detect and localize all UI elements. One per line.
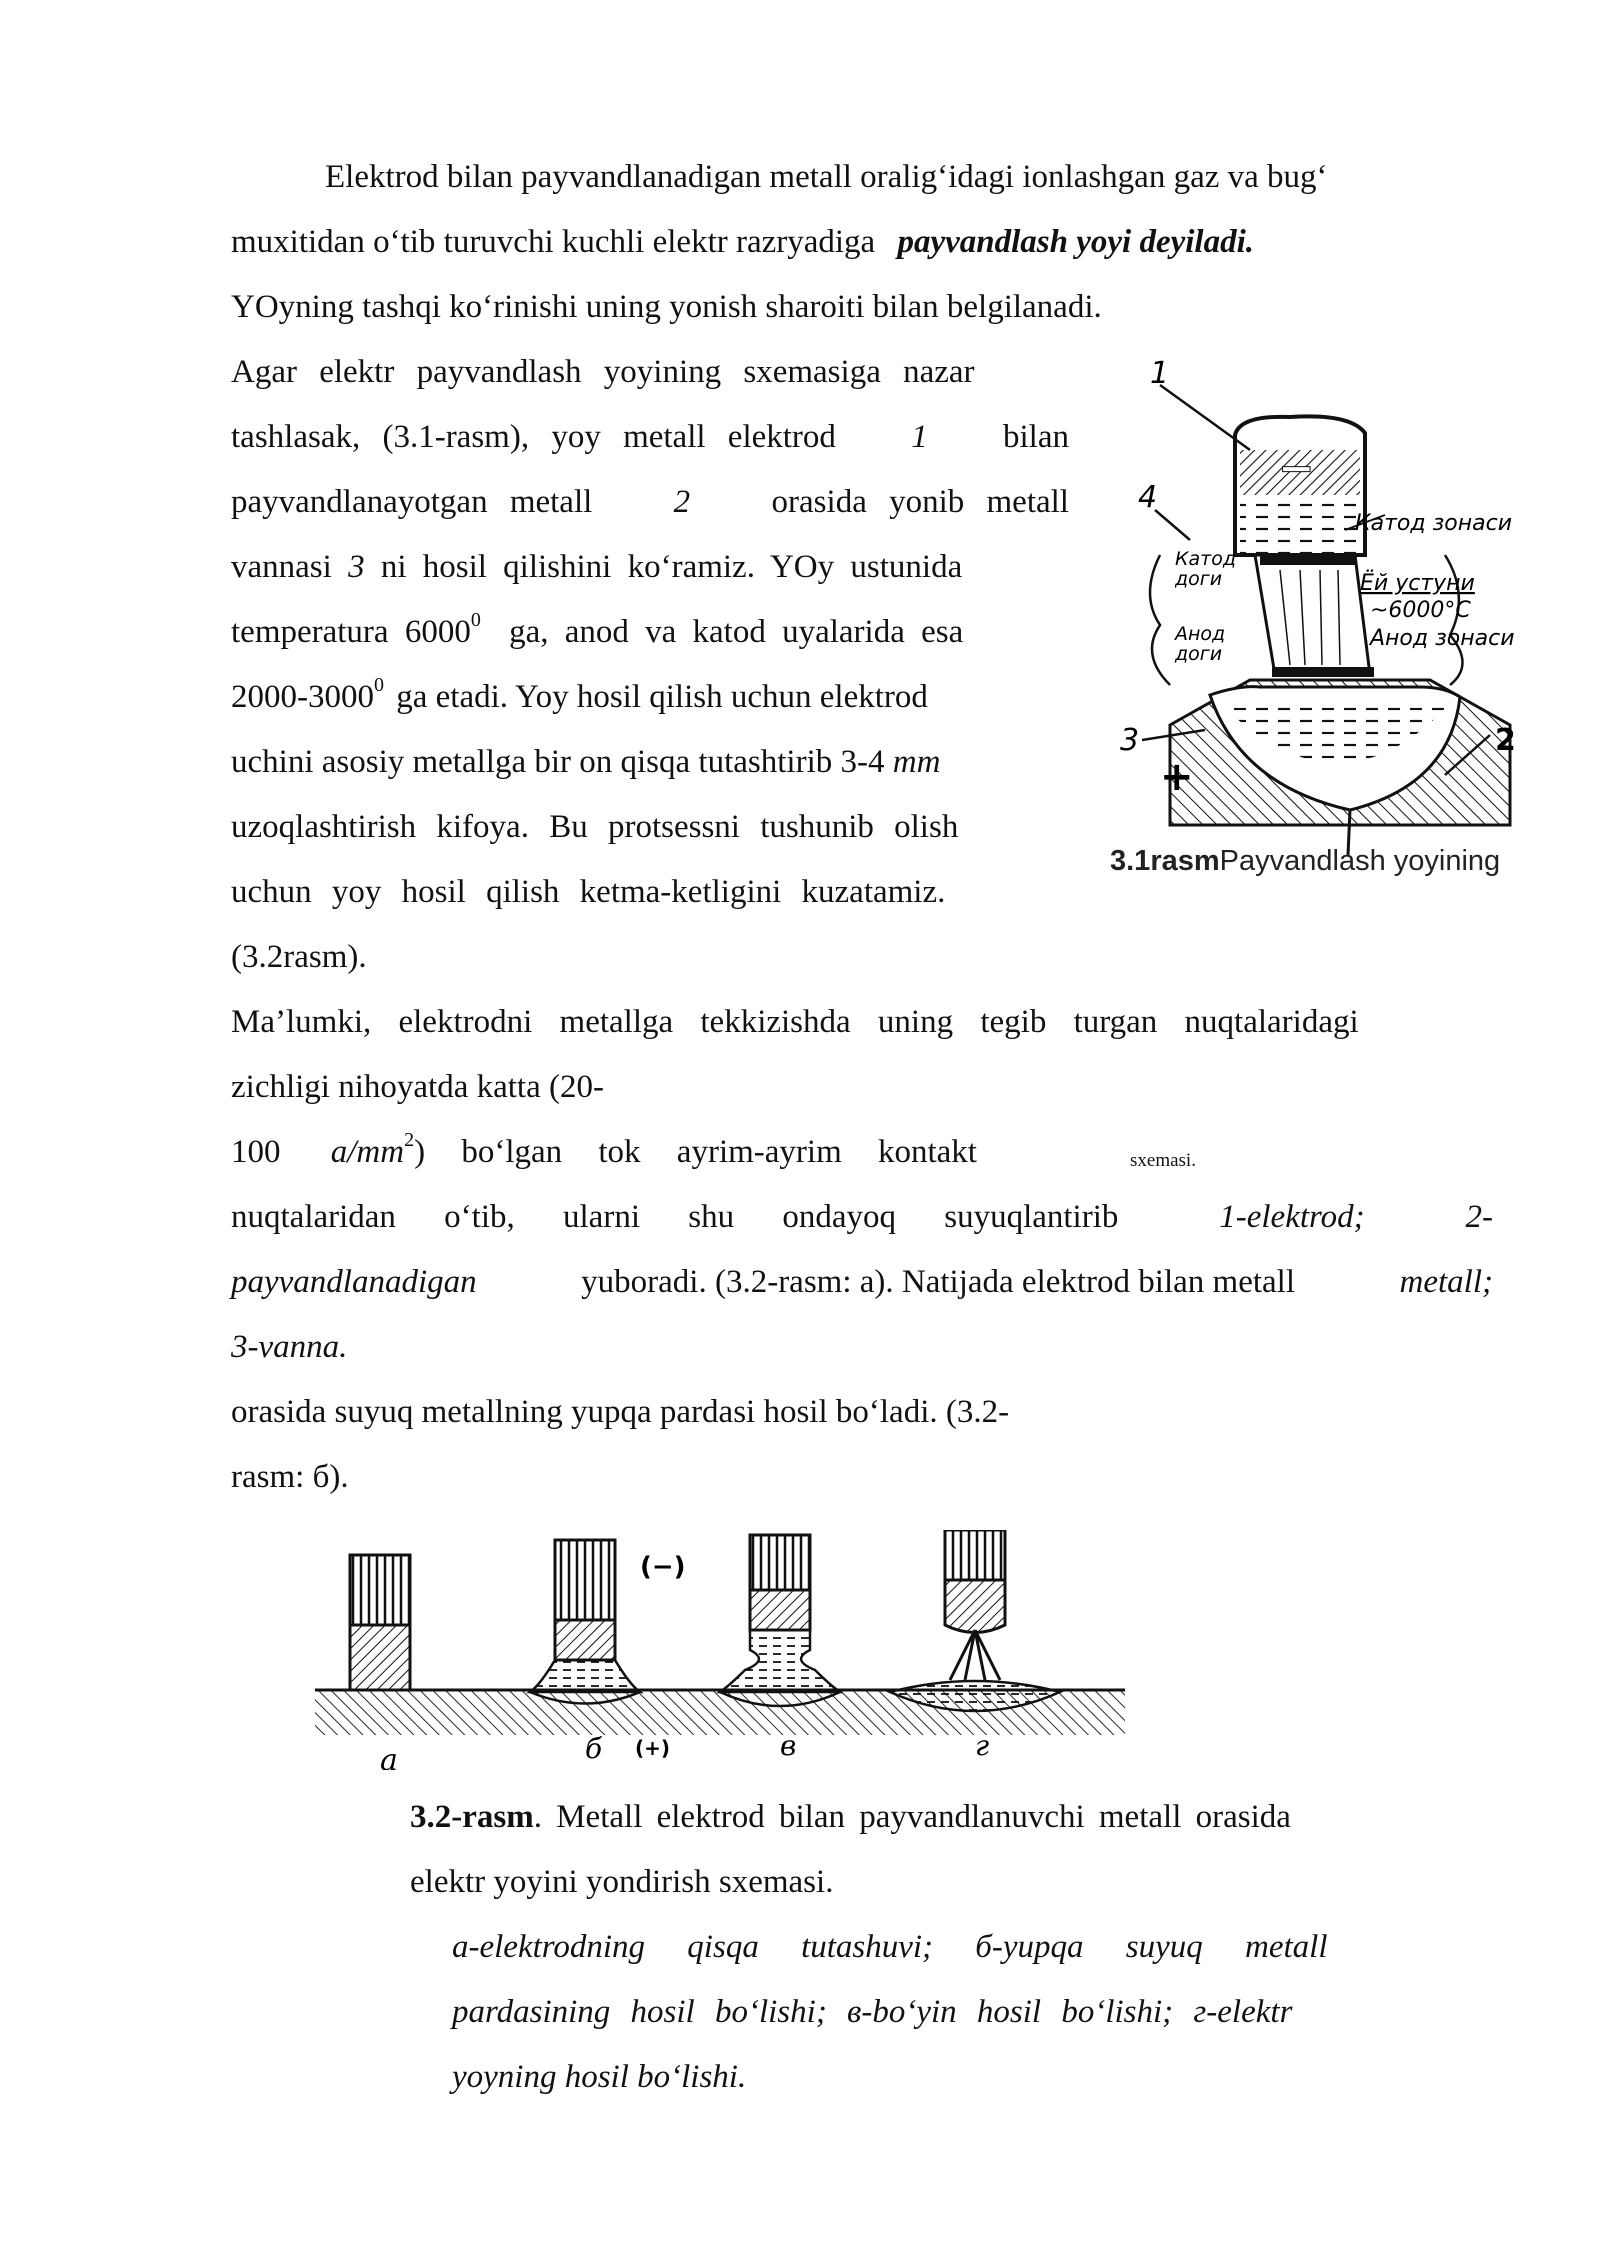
fig1-anod-dogi-2: доги (1175, 643, 1223, 665)
paragraph-3-line-7: orasida suyuq metallning yupqa pardasi hosil bo‘ladi. (3.2- (231, 1394, 1010, 1430)
paragraph-3-line-8: rasm: б). (231, 1459, 349, 1495)
p2-l7a: uchini asosiy metallga bir on qisqa tutashtirib 3-4 (231, 744, 885, 780)
figure-arc-scheme (1100, 355, 1530, 885)
p2-l5-sup: 0 (470, 609, 481, 631)
fig1-label-2: 2 (1495, 723, 1516, 758)
paragraph-1-line-2 (231, 210, 1254, 275)
paragraph-1-line-3: YOyning tashqi ko‘rinishi uning yonish sharoiti bilan belgilanadi. (231, 289, 1102, 325)
p2-l3n: 2 (673, 484, 691, 520)
fig1-label-3: 3 (1120, 723, 1140, 758)
p2-l2n: 1 (911, 419, 928, 455)
definition-term: payvandlash yoyi deyiladi. (897, 224, 1254, 260)
fig1-katod-dogi-1: Катод (1175, 548, 1236, 570)
p2-l1: Agar elektr payvandlash yoyining sxemasiga nazar (231, 354, 975, 390)
fig1-katod-dogi-2: доги (1175, 568, 1223, 590)
figure-1-caption (1110, 845, 1500, 878)
paragraph-3-line-4 (231, 1185, 1493, 1250)
paragraph-3-line-6: 3-vanna. (231, 1329, 348, 1365)
p2-l6-sup: 0 (374, 674, 384, 696)
fig1-column-label: Ёй устуни (1360, 571, 1475, 596)
figure-2-caption-line-2: elektr yoyini yondirish sxemasi. (410, 1864, 834, 1900)
paragraph-2-line-8 (231, 795, 1069, 860)
p2-l5a: temperatura 6000 (231, 614, 471, 650)
p2-l5b: ga, anod va katod uyalarida esa (509, 614, 964, 650)
fig1-katod-zone: Катод зонаси (1355, 511, 1512, 536)
fig1-caption-text: Payvandlash yoyining (1219, 845, 1501, 877)
fig2-label-a: а (380, 1743, 398, 1770)
paragraph-2-line-2 (231, 405, 1069, 470)
paragraph-3-line-2: zichligi nihoyatda katta (20- (231, 1069, 604, 1105)
paragraph-2-line-1 (231, 340, 1069, 405)
p3-l3a: 100 (231, 1134, 281, 1170)
paragraph-3-line-3 (231, 1120, 977, 1185)
p2-l4n: 3 (348, 549, 365, 585)
p2-l2a: tashlasak, (3.1-rasm), yoy metall elektrod (231, 419, 836, 455)
figure-2-caption-line-1 (410, 1785, 1412, 1850)
fig2-legend-l1: a-elektrodning qisqa tutashuvi; б-yupqa suyuq metall (452, 1929, 1328, 1965)
figure-1-caption-continued: sxemasi. (1130, 1150, 1196, 1171)
figure-arc-ignition-stages (310, 1530, 1130, 1770)
p2-l4a: vannasi (231, 549, 332, 585)
paragraph-2-line-4 (231, 535, 1069, 600)
figure-2-legend-line-1 (452, 1915, 1392, 1980)
fig1-caption-bold: 3.1rasm (1110, 845, 1220, 877)
fig2-label-plus: (+) (635, 1736, 671, 1760)
p2-l8: uzoqlashtirish kifoya. Bu protsessni tushunib olish (231, 809, 959, 845)
figure-2-legend-line-3: yoyning hosil bo‘lishi. (452, 2059, 747, 2095)
paragraph-2-line-6 (231, 665, 928, 730)
paragraph-2-line-7 (231, 730, 940, 795)
p3-l5c: metall; (1399, 1264, 1493, 1300)
fig2-caption-l1: . Metall elektrod bilan payvandlanuvchi metall orasida (533, 1799, 1291, 1835)
fig1-minus: − (1278, 443, 1315, 494)
fig1-anod-dogi-1: Анод (1175, 623, 1226, 645)
fig2-caption-bold: 3.2-rasm (410, 1799, 534, 1835)
p2-l7b: mm (892, 744, 941, 780)
p3-l4c: 2- (1465, 1199, 1493, 1235)
paragraph-2-line-3 (231, 470, 1069, 535)
fig1-plus: + (1160, 754, 1194, 800)
p2-l6a: 2000-3000 (231, 679, 374, 715)
fig1-label-1: 1 (1150, 356, 1170, 391)
fig1-column-temp: ~6000°C (1370, 598, 1471, 623)
fig1-anod-zone: Анод зонаси (1370, 626, 1515, 651)
paragraph-1-line-1: Elektrod bilan payvandlanadigan metall oralig‘idagi ionlashgan gaz va bug‘ (325, 159, 1328, 195)
figure-2-legend-line-2: pardasining hosil bo‘lishi; в-bo‘yin hosil bo‘lishi; г-elektr (452, 1994, 1293, 2030)
p3-l3-sup: 2 (404, 1129, 415, 1151)
fig2-label-v: в (780, 1729, 797, 1762)
p3-l4a: nuqtalaridan o‘tib, ularni shu ondayoq suyuqlantirib (231, 1199, 1119, 1235)
p3-l5b: yuboradi. (3.2-rasm: a). Natijada elektrod bilan metall (581, 1264, 1295, 1300)
fig2-caption-head (410, 1785, 1291, 1850)
paragraph-2-line-10: (3.2rasm). (231, 939, 367, 975)
paragraph-3-line-1 (231, 990, 1493, 1055)
p3-l4b: 1-elektrod; (1219, 1199, 1365, 1235)
fig2-label-b: б (585, 1732, 603, 1765)
fig2-label-g: г (975, 1729, 990, 1762)
p2-l4b: ni hosil qilishini ko‘ramiz. YOy ustunida (380, 549, 963, 585)
p2-l3a: payvandlanayotgan metall (231, 484, 593, 520)
p3-l3b: ) bo‘lgan tok ayrim-ayrim kontakt (414, 1134, 977, 1170)
p3-l5a: payvandlanadigan (231, 1264, 477, 1300)
paragraph-3-line-5 (231, 1250, 1493, 1315)
fig2-label-minus: (−) (640, 1552, 686, 1582)
fig1-label-4: 4 (1138, 480, 1158, 515)
paragraph-2-line-5 (231, 600, 963, 665)
p2-l3b: orasida yonib metall (771, 484, 1069, 520)
p3-l1: Ma’lumki, elektrodni metallga tekkizishda uning tegib turgan nuqtalaridagi (231, 1004, 1359, 1040)
paragraph-2-line-9: uchun yoy hosil qilish ketma-ketligini kuzatamiz. (231, 874, 946, 910)
p1-line2-text: muxitidan o‘tib turuvchi kuchli elektr razryadiga (231, 224, 876, 260)
p2-l6b: ga etadi. Yoy hosil qilish uchun elektrod (396, 679, 928, 715)
p3-l3-unit: a/mm (330, 1134, 405, 1170)
p2-l2b: bilan (1003, 419, 1069, 455)
